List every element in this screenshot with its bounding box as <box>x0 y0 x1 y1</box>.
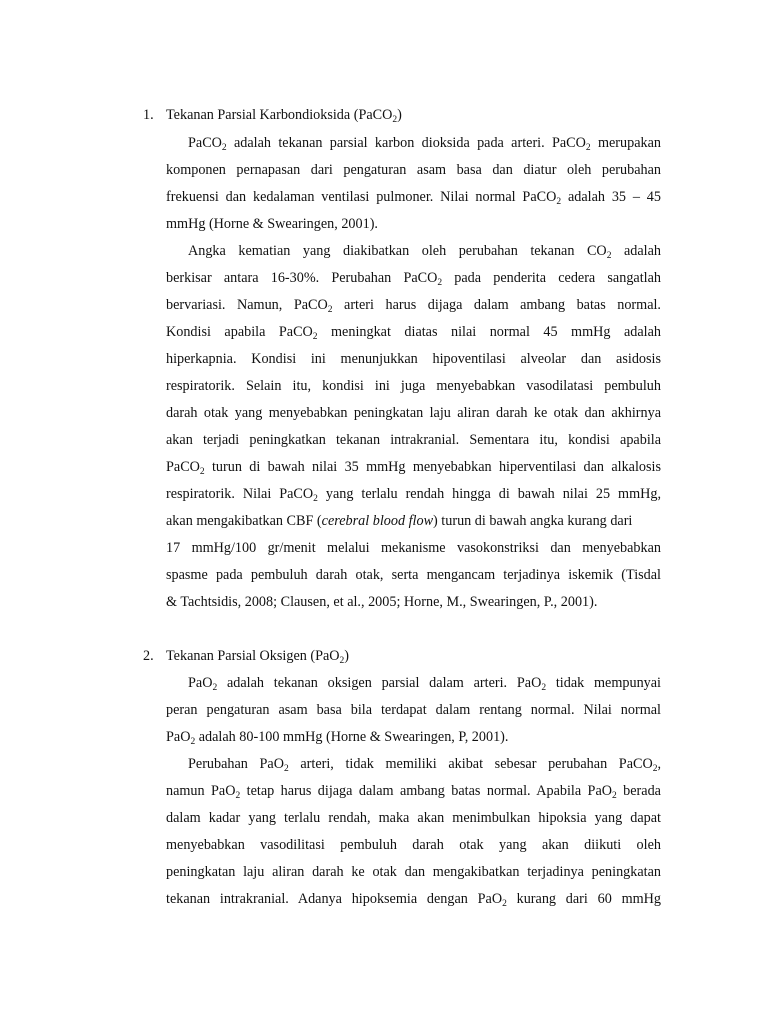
section-2-heading: Tekanan Parsial Oksigen (PaO$_2$) <box>166 648 350 666</box>
paragraph-line: komponen pernapasan dari pengaturan asam basa dan diatur oleh perubahan <box>166 162 661 178</box>
paragraph-line: akan terjadi peningkatkan tekanan intrakranial. Sementara itu, kondisi apabila <box>166 432 661 448</box>
italic-term: cerebral blood flow <box>321 513 434 529</box>
paragraph-line: peran pengaturan asam basa bila terdapat dalam rentang normal. Nilai normal <box>166 702 661 718</box>
paragraph-line: mmHg (Horne & Swearingen, 2001). <box>166 216 378 232</box>
paragraph-line: 17 mmHg/100 gr/menit melalui mekanisme vasokonstriksi dan menyebabkan <box>166 540 661 556</box>
paragraph-line: Kondisi apabila PaCO$_2$ meningkat diatas nilai normal 45 mmHg adalah <box>166 324 661 342</box>
paragraph-line: frekuensi dan kedalaman ventilasi pulmoner. Nilai normal PaCO$_2$ adalah 35 – 45 <box>166 189 661 207</box>
paragraph-line: berkisar antara 16-30%. Perubahan PaCO$_2$ pada penderita cedera sangatlah <box>166 270 661 288</box>
paragraph-line: spasme pada pembuluh darah otak, serta mengancam terjadinya iskemik (Tisdal <box>166 567 661 583</box>
paragraph-line: dalam kadar yang terlalu rendah, maka akan menimbulkan hipoksia yang dapat <box>166 810 661 826</box>
paragraph-line: darah otak yang menyebabkan peningkatan laju aliran darah ke otak dan akhirnya <box>166 405 661 421</box>
paragraph-line <box>166 512 661 530</box>
section-2-number: 2. <box>143 648 154 664</box>
paragraph-line: PaO$_2$ adalah tekanan oksigen parsial dalam arteri. PaO$_2$ tidak mempunyai <box>188 675 661 693</box>
paragraph-text: akan mengakibatkan CBF (cerebral blood flow) turun di bawah angka kurang dari <box>166 513 633 529</box>
paragraph-line: respiratorik. Selain itu, kondisi ini juga menyebabkan vasodilatasi pembuluh <box>166 378 661 394</box>
paragraph-line: & Tachtsidis, 2008; Clausen, et al., 2005; Horne, M., Swearingen, P., 2001). <box>166 594 598 610</box>
paragraph-line: PaCO$_2$ turun di bawah nilai 35 mmHg menyebabkan hiperventilasi dan alkalosis <box>166 459 661 477</box>
paragraph-line: tekanan intrakranial. Adanya hipoksemia dengan PaO$_2$ kurang dari 60 mmHg <box>166 891 661 909</box>
paragraph-line: Angka kematian yang diakibatkan oleh perubahan tekanan $CO_2$ adalah <box>188 243 661 261</box>
paragraph-line: namun PaO$_2$ tetap harus dijaga dalam ambang batas normal. Apabila PaO$_2$ berada <box>166 783 661 801</box>
paragraph-line: Perubahan PaO$_2$ arteri, tidak memiliki akibat sebesar perubahan PaCO$_2$, <box>188 756 661 774</box>
section-1-number: 1. <box>143 107 154 123</box>
paragraph-line: respiratorik. Nilai PaCO$_2$ yang terlalu rendah hingga di bawah nilai 25 mmHg, <box>166 486 661 504</box>
paragraph-line: peningkatan laju aliran darah ke otak dan mengakibatkan terjadinya peningkatan <box>166 864 661 880</box>
paragraph-line: menyebabkan vasodilitasi pembuluh darah otak yang akan diikuti oleh <box>166 837 661 853</box>
paragraph-line: hiperkapnia. Kondisi ini menunjukkan hipoventilasi alveolar dan asidosis <box>166 351 661 367</box>
section-1-heading: Tekanan Parsial Karbondioksida (PaCO$_2$) <box>166 107 402 125</box>
paragraph-line: PaO$_2$ adalah 80-100 mmHg (Horne & Swearingen, P, 2001). <box>166 729 509 747</box>
paragraph-line: PaCO$_2$ adalah tekanan parsial karbon dioksida pada arteri. PaCO$_2$ merupakan <box>188 135 661 153</box>
paragraph-line: bervariasi. Namun, PaCO$_2$ arteri harus dijaga dalam ambang batas normal. <box>166 297 661 315</box>
